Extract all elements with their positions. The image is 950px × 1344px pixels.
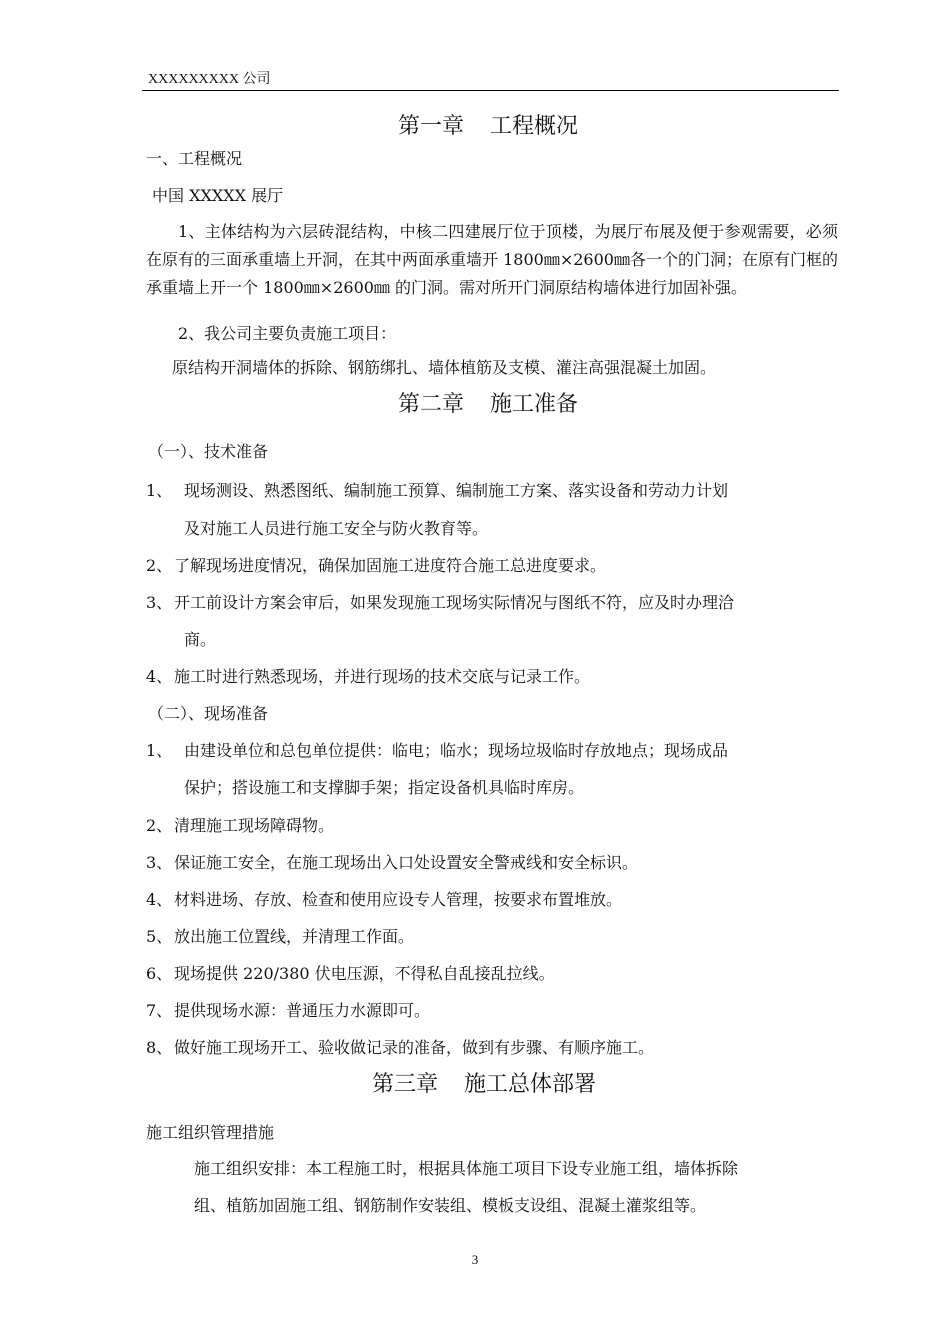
tech-item-1-number: 1、	[146, 481, 173, 500]
chapter3-section: 施工组织管理措施	[146, 1123, 275, 1142]
chapter3-heading	[372, 1071, 596, 1099]
chapter1-heading	[398, 113, 578, 141]
tech-item-1-line2: 及对施工人员进行施工安全与防火教育等。	[184, 519, 489, 538]
page-header-company: XXXXXXXXX 公司	[148, 72, 271, 87]
tech-item-3-number: 3、	[146, 593, 173, 612]
site-item-8-line1: 做好施工现场开工、验收做记录的准备，做到有步骤、有顺序施工。	[174, 1038, 655, 1057]
chapter1-section: 一、工程概况	[146, 149, 243, 168]
site-item-3-line1: 保证施工安全，在施工现场出入口处设置安全警戒线和安全标识。	[174, 853, 639, 872]
chapter3-para-line2: 组、植筋加固施工组、钢筋制作安装组、模板支设组、混凝土灌浆组等。	[194, 1196, 707, 1215]
site-item-2-number: 2、	[146, 816, 173, 835]
chapter1-para1: 1、主体结构为六层砖混结构，中核二四建展厅位于顶楼，为展厅布展及便于参观需要，必须在原有的三面承重墙上开洞，在其中两面承重墙开 1800㎜×2600㎜各一个的门洞；在原有门框的承重墙上开一个 1800㎜×2600㎜ 的门洞。需对所开门洞原结构墙体进行加固补强。	[146, 222, 838, 297]
site-item-3-number: 3、	[146, 853, 173, 872]
tech-prep-heading: （一）、技术准备	[148, 442, 269, 461]
chapter2-number: 第二章	[398, 392, 465, 417]
header-rule	[142, 90, 839, 91]
chapter1-title: 工程概况	[490, 114, 579, 139]
site-item-8-number: 8、	[146, 1038, 173, 1057]
tech-item-1-line1: 现场测设、熟悉图纸、编制施工预算、编制施工方案、落实设备和劳动力计划	[184, 481, 729, 500]
chapter3-number: 第三章	[372, 1072, 439, 1097]
tech-item-3-line1: 开工前设计方案会审后，如果发现施工现场实际情况与图纸不符，应及时办理洽	[174, 593, 735, 612]
tech-item-2-number: 2、	[146, 556, 173, 575]
chapter3-title: 施工总体部署	[464, 1072, 597, 1097]
site-item-4-number: 4、	[146, 890, 173, 909]
site-item-7-number: 7、	[146, 1001, 173, 1020]
site-item-1-number: 1、	[146, 741, 173, 760]
tech-item-4-line1: 施工时进行熟悉现场，并进行现场的技术交底与记录工作。	[174, 667, 591, 686]
tech-item-2-line1: 了解现场进度情况，确保加固施工进度符合施工总进度要求。	[174, 556, 607, 575]
site-item-1-line2: 保护；搭设施工和支撑脚手架；指定设备机具临时库房。	[184, 778, 585, 797]
site-prep-heading: （二）、现场准备	[148, 704, 269, 723]
site-item-5-line1: 放出施工位置线，并清理工作面。	[174, 927, 415, 946]
chapter1-para3: 原结构开洞墙体的拆除、钢筋绑扎、墙体植筋及支模、灌注高强混凝土加固。	[172, 358, 717, 377]
chapter1-para2: 2、我公司主要负责施工项目：	[178, 324, 397, 343]
site-item-7-line1: 提供现场水源：普通压力水源即可。	[174, 1001, 431, 1020]
site-item-1-line1: 由建设单位和总包单位提供：临电；临水；现场垃圾临时存放地点；现场成品	[184, 741, 729, 760]
site-item-4-line1: 材料进场、存放、检查和使用应设专人管理，按要求布置堆放。	[174, 890, 623, 909]
page-number: 3	[471, 1252, 479, 1267]
tech-item-3-line2: 商。	[184, 630, 217, 649]
chapter3-para-line1: 施工组织安排：本工程施工时，根据具体施工项目下设专业施工组，墙体拆除	[194, 1159, 739, 1178]
tech-item-4-number: 4、	[146, 667, 173, 686]
chapter1-project: 中国 XXXXX 展厅	[152, 186, 284, 205]
site-item-2-line1: 清理施工现场障碍物。	[174, 816, 335, 835]
site-item-5-number: 5、	[146, 927, 173, 946]
site-item-6-number: 6、	[146, 964, 173, 983]
chapter1-number: 第一章	[398, 114, 465, 139]
site-item-6-line1: 现场提供 220/380 伏电压源，不得私自乱接乱拉线。	[174, 964, 555, 983]
chapter2-heading	[398, 391, 578, 419]
chapter2-title: 施工准备	[490, 392, 579, 417]
